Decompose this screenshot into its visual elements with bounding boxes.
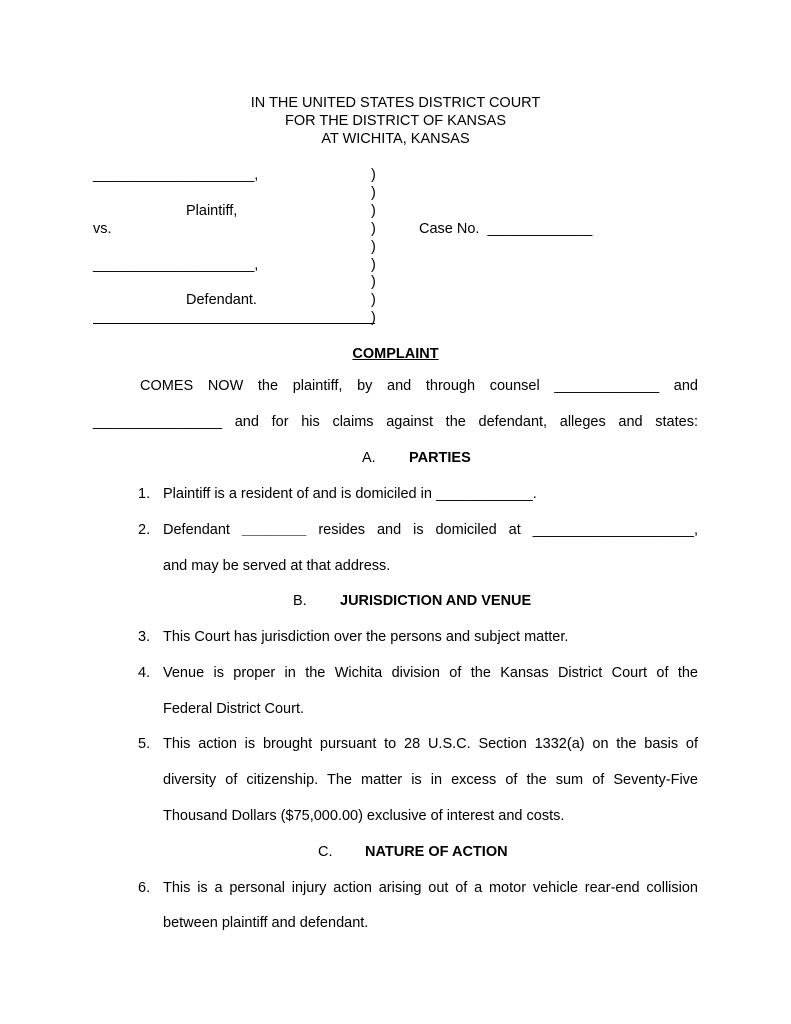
section-a-letter: A.: [362, 450, 376, 466]
paragraph-6-line-1: This is a personal injury action arising out of a motor vehicle rear-end collision: [163, 880, 698, 896]
paragraph-4-number: 4.: [138, 665, 151, 681]
paragraph-3-line-1: This Court has jurisdiction over the persons and subject matter.: [163, 629, 569, 645]
court-header-line-2: FOR THE DISTRICT OF KANSAS: [284, 113, 507, 129]
court-header-line-1: IN THE UNITED STATES DISTRICT COURT: [250, 95, 541, 111]
caption-paren: ): [371, 203, 376, 219]
document-title: COMPLAINT: [352, 346, 439, 362]
caption-paren: ): [371, 310, 376, 326]
intro-line-2: ________________ and for his claims against the defendant, alleges and states:: [93, 414, 698, 430]
paragraph-2-line-2: and may be served at that address.: [163, 558, 391, 574]
paragraph-2-lead: Defendant: [163, 522, 230, 538]
paragraph-5-line-1: This action is brought pursuant to 28 U.S.C. Section 1332(a) on the basis of: [163, 736, 698, 752]
paragraph-4-line-1: Venue is proper in the Wichita division of the Kansas District Court of the: [163, 665, 698, 681]
paragraph-1-line-1: Plaintiff is a resident of and is domiciled in ____________.: [163, 486, 537, 502]
paragraph-2-number: 2.: [138, 522, 151, 538]
caption-paren: ): [371, 167, 376, 183]
section-a-heading: PARTIES: [409, 450, 471, 466]
section-b-heading: JURISDICTION AND VENUE: [340, 593, 532, 609]
section-c-letter: C.: [318, 844, 333, 860]
case-number-label: Case No.: [419, 221, 480, 237]
caption-paren: ): [371, 239, 376, 255]
caption-paren: ): [371, 257, 376, 273]
paragraph-2-rest: resides and is domiciled at ____________________,: [318, 522, 699, 538]
versus-label: vs.: [93, 221, 112, 237]
case-number-field: [419, 220, 592, 238]
section-b-letter: B.: [293, 593, 307, 609]
court-header-line-3: AT WICHITA, KANSAS: [321, 131, 470, 147]
defendant-name-blank-inline: ________: [241, 522, 307, 538]
plaintiff-label: Plaintiff,: [186, 203, 238, 219]
caption-paren: ): [371, 185, 376, 201]
caption-paren: ): [371, 274, 376, 290]
paragraph-6-line-2: between plaintiff and defendant.: [163, 915, 369, 931]
defendant-name-blank: ____________________,: [93, 257, 259, 273]
paragraph-6-number: 6.: [138, 880, 151, 896]
paragraph-5-line-3: Thousand Dollars ($75,000.00) exclusive of interest and costs.: [163, 808, 565, 824]
defendant-label: Defendant.: [186, 292, 257, 308]
paragraph-1-number: 1.: [138, 486, 151, 502]
paragraph-5-line-2: diversity of citizenship. The matter is in excess of the sum of Seventy-Five: [163, 772, 698, 788]
section-c-heading: NATURE OF ACTION: [365, 844, 508, 860]
caption-divider-line: [93, 323, 375, 324]
plaintiff-name-blank: ____________________,: [93, 167, 259, 183]
case-number-blank: _____________: [487, 221, 593, 237]
paragraph-2-line-1: [163, 521, 698, 539]
caption-paren: ): [371, 221, 376, 237]
paragraph-5-number: 5.: [138, 736, 151, 752]
paragraph-3-number: 3.: [138, 629, 151, 645]
intro-line-1: COMES NOW the plaintiff, by and through counsel _____________ and: [140, 378, 698, 394]
caption-paren: ): [371, 292, 376, 308]
paragraph-4-line-2: Federal District Court.: [163, 701, 305, 717]
